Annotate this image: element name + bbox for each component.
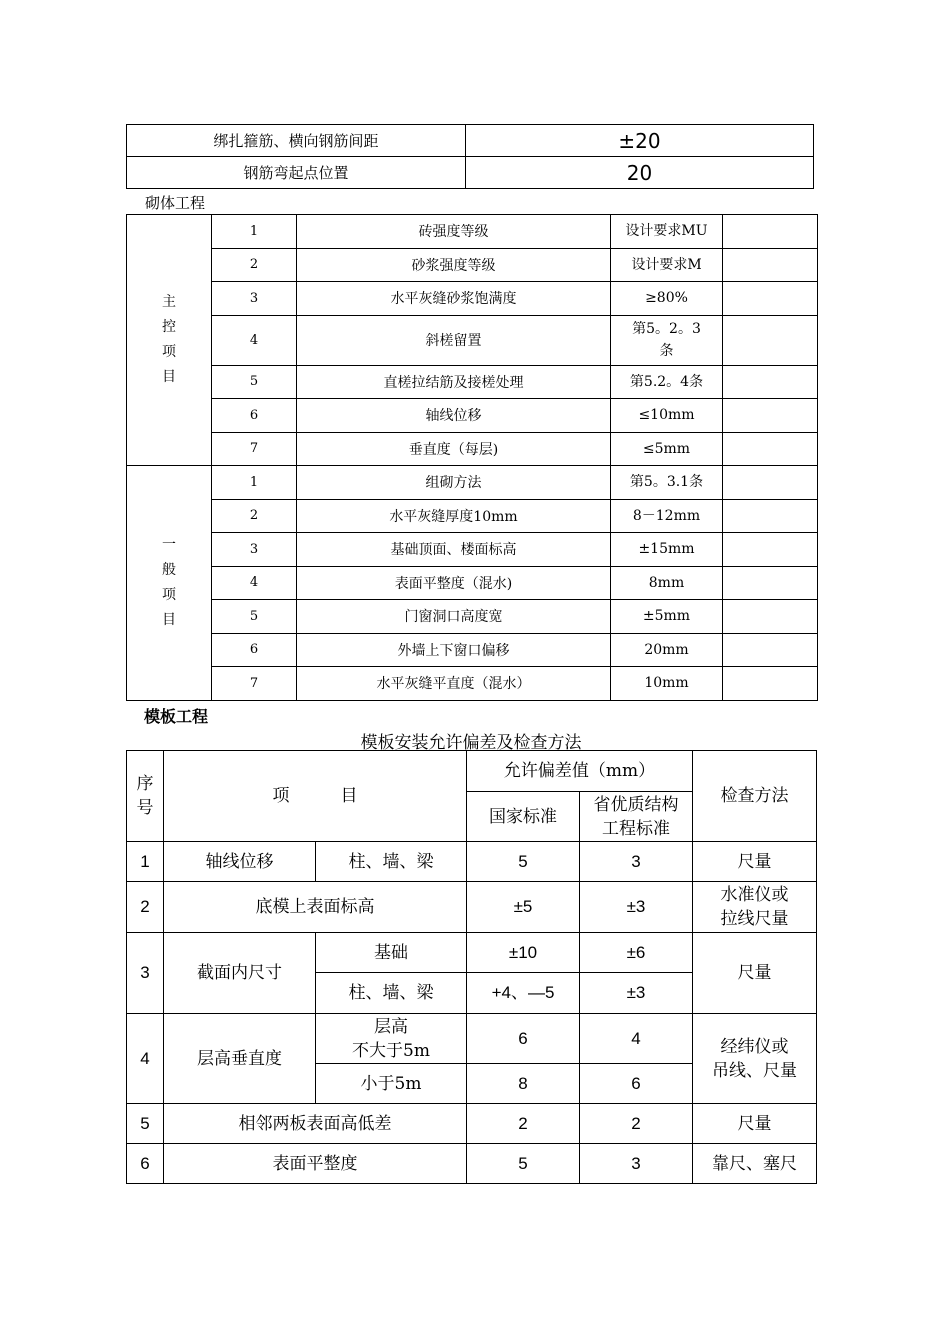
row-blank-cell — [723, 215, 818, 249]
row-provincial: 6 — [580, 1064, 693, 1104]
row-no: 2 — [212, 248, 297, 282]
row-item: 相邻两板表面高低差 — [164, 1104, 467, 1144]
row-provincial: 3 — [580, 1144, 693, 1184]
rebar-value: 20 — [466, 157, 814, 189]
row-sub: 基础 — [316, 933, 467, 973]
row-no: 5 — [212, 600, 297, 634]
row-national: 2 — [467, 1104, 580, 1144]
row-method: 水准仪或 拉线尺量 — [693, 882, 817, 933]
table-row — [127, 466, 818, 500]
row-method: 尺量 — [693, 1104, 817, 1144]
row-no: 7 — [212, 432, 297, 466]
row-item: 砖强度等级 — [297, 215, 611, 249]
row-no: 5 — [212, 365, 297, 399]
row-method: 尺量 — [693, 842, 817, 882]
row-no: 4 — [212, 566, 297, 600]
row-method: 靠尺、塞尺 — [693, 1144, 817, 1184]
row-no: 1 — [127, 842, 164, 882]
row-item: 底模上表面标高 — [164, 882, 467, 933]
row-method: 经纬仪或 吊线、尺量 — [693, 1014, 817, 1104]
row-item: 表面平整度 — [164, 1144, 467, 1184]
row-no: 7 — [212, 667, 297, 701]
row-blank-cell — [723, 600, 818, 634]
row-no: 2 — [127, 882, 164, 933]
row-national: 6 — [467, 1014, 580, 1064]
table-row — [127, 933, 817, 973]
row-item: 表面平整度（混水) — [297, 566, 611, 600]
row-no: 4 — [212, 315, 297, 365]
row-method: 尺量 — [693, 933, 817, 1014]
group-label: 一 般 项 目 — [127, 466, 212, 701]
row-requirement: 设计要求M — [611, 248, 723, 282]
row-requirement: 8－12mm — [611, 499, 723, 533]
header-provincial: 省优质结构 工程标准 — [580, 792, 693, 842]
row-item: 门窗洞口高度宽 — [297, 600, 611, 634]
table-row — [127, 633, 818, 667]
row-blank-cell — [723, 667, 818, 701]
row-requirement: ≤10mm — [611, 399, 723, 433]
row-item: 截面内尺寸 — [164, 933, 316, 1014]
table-row — [127, 365, 818, 399]
formwork-table — [126, 750, 817, 1184]
table-row — [127, 125, 814, 157]
row-sub: 小于5m — [316, 1064, 467, 1104]
row-item: 水平灰缝平直度（混水） — [297, 667, 611, 701]
header-method: 检查方法 — [693, 751, 817, 842]
row-national: ±5 — [467, 882, 580, 933]
table-row — [127, 315, 818, 365]
row-blank-cell — [723, 315, 818, 365]
row-requirement: 第5.2。4条 — [611, 365, 723, 399]
row-item: 垂直度（每层) — [297, 432, 611, 466]
table-row — [127, 282, 818, 316]
row-item: 水平灰缝厚度10mm — [297, 499, 611, 533]
row-requirement: ±15mm — [611, 533, 723, 567]
table-row — [127, 1104, 817, 1144]
row-no: 6 — [212, 633, 297, 667]
row-no: 3 — [212, 533, 297, 567]
rebar-item: 绑扎箍筋、横向钢筋间距 — [127, 125, 466, 157]
row-item: 轴线位移 — [297, 399, 611, 433]
row-national: 8 — [467, 1064, 580, 1104]
row-national: 5 — [467, 842, 580, 882]
header-national: 国家标准 — [467, 792, 580, 842]
row-national: 5 — [467, 1144, 580, 1184]
row-provincial: ±6 — [580, 933, 693, 973]
row-blank-cell — [723, 248, 818, 282]
row-requirement: 第5。2。3 条 — [611, 315, 723, 365]
table-row — [127, 215, 818, 249]
table-row — [127, 600, 818, 634]
row-no: 3 — [212, 282, 297, 316]
row-item: 水平灰缝砂浆饱满度 — [297, 282, 611, 316]
row-item: 斜槎留置 — [297, 315, 611, 365]
row-blank-cell — [723, 533, 818, 567]
row-requirement: ≤5mm — [611, 432, 723, 466]
table-row — [127, 882, 817, 933]
row-blank-cell — [723, 633, 818, 667]
row-provincial: ±3 — [580, 973, 693, 1014]
row-no: 1 — [212, 466, 297, 500]
row-requirement: 10mm — [611, 667, 723, 701]
row-blank-cell — [723, 466, 818, 500]
rebar-table — [126, 124, 814, 189]
row-provincial: 4 — [580, 1014, 693, 1064]
row-no: 4 — [127, 1014, 164, 1104]
row-requirement: 设计要求MU — [611, 215, 723, 249]
row-item: 层高垂直度 — [164, 1014, 316, 1104]
masonry-table — [126, 214, 818, 701]
rebar-value: ±20 — [466, 125, 814, 157]
row-provincial: ±3 — [580, 882, 693, 933]
table-row — [127, 248, 818, 282]
group-label: 主 控 项 目 — [127, 215, 212, 466]
row-no: 5 — [127, 1104, 164, 1144]
table-row — [127, 1014, 817, 1064]
row-blank-cell — [723, 282, 818, 316]
table-row — [127, 499, 818, 533]
table-row — [127, 533, 818, 567]
table-row — [127, 399, 818, 433]
table-row — [127, 667, 818, 701]
row-no: 6 — [212, 399, 297, 433]
row-national: ±10 — [467, 933, 580, 973]
row-requirement: ≥80% — [611, 282, 723, 316]
table-row — [127, 842, 817, 882]
rebar-item: 钢筋弯起点位置 — [127, 157, 466, 189]
header-tolerance: 允许偏差值（mm） — [467, 751, 693, 792]
table-row — [127, 566, 818, 600]
row-blank-cell — [723, 566, 818, 600]
table-row — [127, 432, 818, 466]
row-requirement: 8mm — [611, 566, 723, 600]
table-row — [127, 1144, 817, 1184]
row-sub: 柱、墙、梁 — [316, 973, 467, 1014]
row-national: +4、—5 — [467, 973, 580, 1014]
row-item: 轴线位移 — [164, 842, 316, 882]
row-requirement: ±5mm — [611, 600, 723, 634]
row-requirement: 20mm — [611, 633, 723, 667]
row-requirement: 第5。3.1条 — [611, 466, 723, 500]
row-blank-cell — [723, 432, 818, 466]
row-sub: 层高 不大于5m — [316, 1014, 467, 1064]
row-item: 外墙上下窗口偏移 — [297, 633, 611, 667]
table-row — [127, 157, 814, 189]
formwork-table-title: 模板安装允许偏差及检查方法 — [360, 733, 582, 753]
masonry-title: 砌体工程 — [145, 194, 206, 212]
row-provincial: 3 — [580, 842, 693, 882]
row-no: 1 — [212, 215, 297, 249]
row-item: 组砌方法 — [297, 466, 611, 500]
row-no: 2 — [212, 499, 297, 533]
row-item: 基础顶面、楼面标高 — [297, 533, 611, 567]
row-provincial: 2 — [580, 1104, 693, 1144]
header-no: 序 号 — [127, 751, 164, 842]
header-row — [127, 751, 817, 792]
row-blank-cell — [723, 499, 818, 533]
row-no: 3 — [127, 933, 164, 1014]
row-no: 6 — [127, 1144, 164, 1184]
formwork-title: 模板工程 — [144, 707, 209, 726]
row-blank-cell — [723, 365, 818, 399]
header-item: 项 目 — [164, 751, 467, 842]
row-blank-cell — [723, 399, 818, 433]
row-item: 直槎拉结筋及接槎处理 — [297, 365, 611, 399]
row-item: 砂浆强度等级 — [297, 248, 611, 282]
row-sub: 柱、墙、梁 — [316, 842, 467, 882]
